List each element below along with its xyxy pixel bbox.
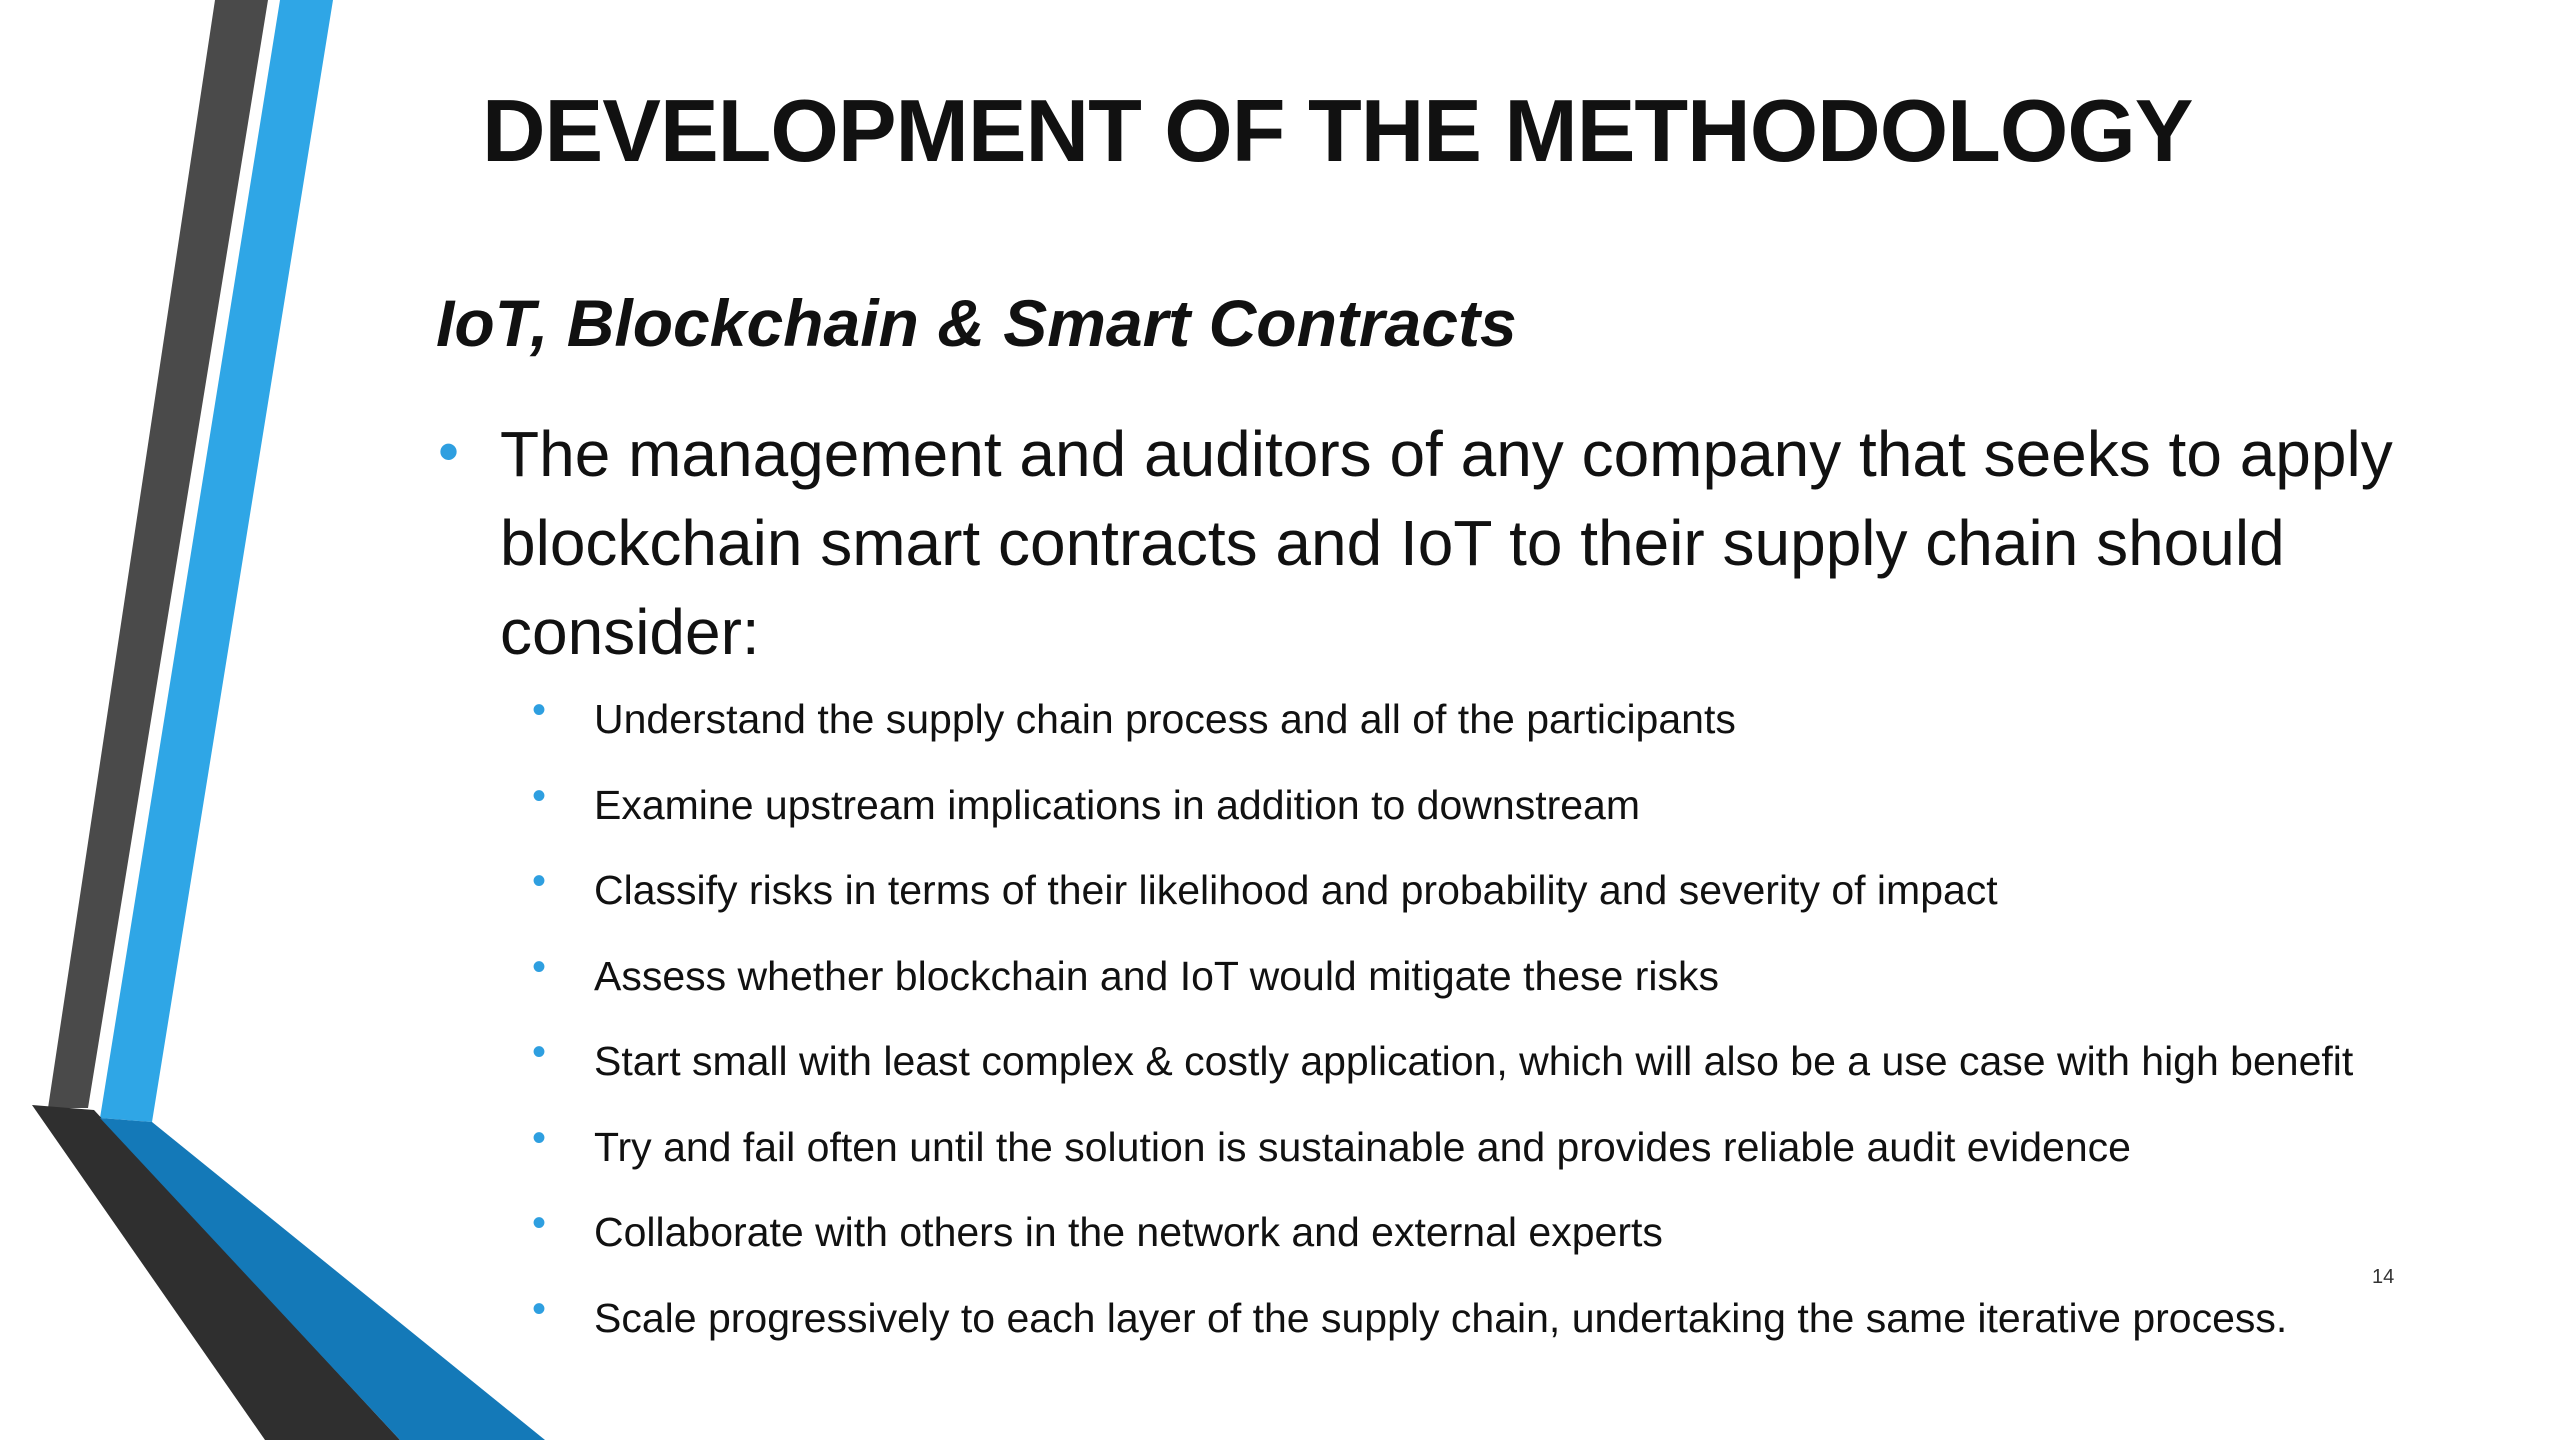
list-item-text: Try and fail often until the solution is sustainable and provides reliable audit evidence (594, 1123, 2131, 1170)
slide-subtitle: IoT, Blockchain & Smart Contracts (436, 286, 1517, 360)
bullet-icon: • (532, 1030, 547, 1074)
list-item-text: Examine upstream implications in addition to downstream (594, 781, 1641, 828)
bullet-icon: • (532, 688, 547, 732)
bullet-icon: • (532, 1201, 547, 1245)
bullet-icon: • (532, 1115, 547, 1160)
main-bullet-text: The management and auditors of any company that seeks to apply blockchain smart contracts and IoT to their supply chain should consider: (500, 418, 2393, 668)
page-number: 14 (2372, 1266, 2395, 1288)
bullet-icon: • (532, 1286, 547, 1331)
list-item-text: Classify risks in terms of their likelihood and probability and severity of impact (594, 867, 1998, 913)
list-item-text: Start small with least complex & costly application, which will also be a use case with high benefit (594, 1038, 2354, 1084)
main-bullet (438, 410, 2538, 677)
bullet-icon: • (532, 773, 547, 818)
bullet-icon: • (532, 859, 547, 903)
list-item-text: Collaborate with others in the network and external experts (594, 1209, 1663, 1255)
bullet-icon: • (438, 418, 460, 485)
list-item-text: Understand the supply chain process and all of the participants (594, 696, 1736, 742)
dark-lower-stripe (32, 1105, 400, 1440)
slide-title: DEVELOPMENT OF THE METHODOLOGY (482, 81, 2193, 180)
decorative-chevron-stripes (0, 0, 560, 1440)
bullet-icon: • (532, 944, 547, 989)
list-item-text: Scale progressively to each layer of the supply chain, undertaking the same iterative process. (594, 1294, 2288, 1341)
list-item-text: Assess whether blockchain and IoT would mitigate these risks (594, 952, 1720, 999)
